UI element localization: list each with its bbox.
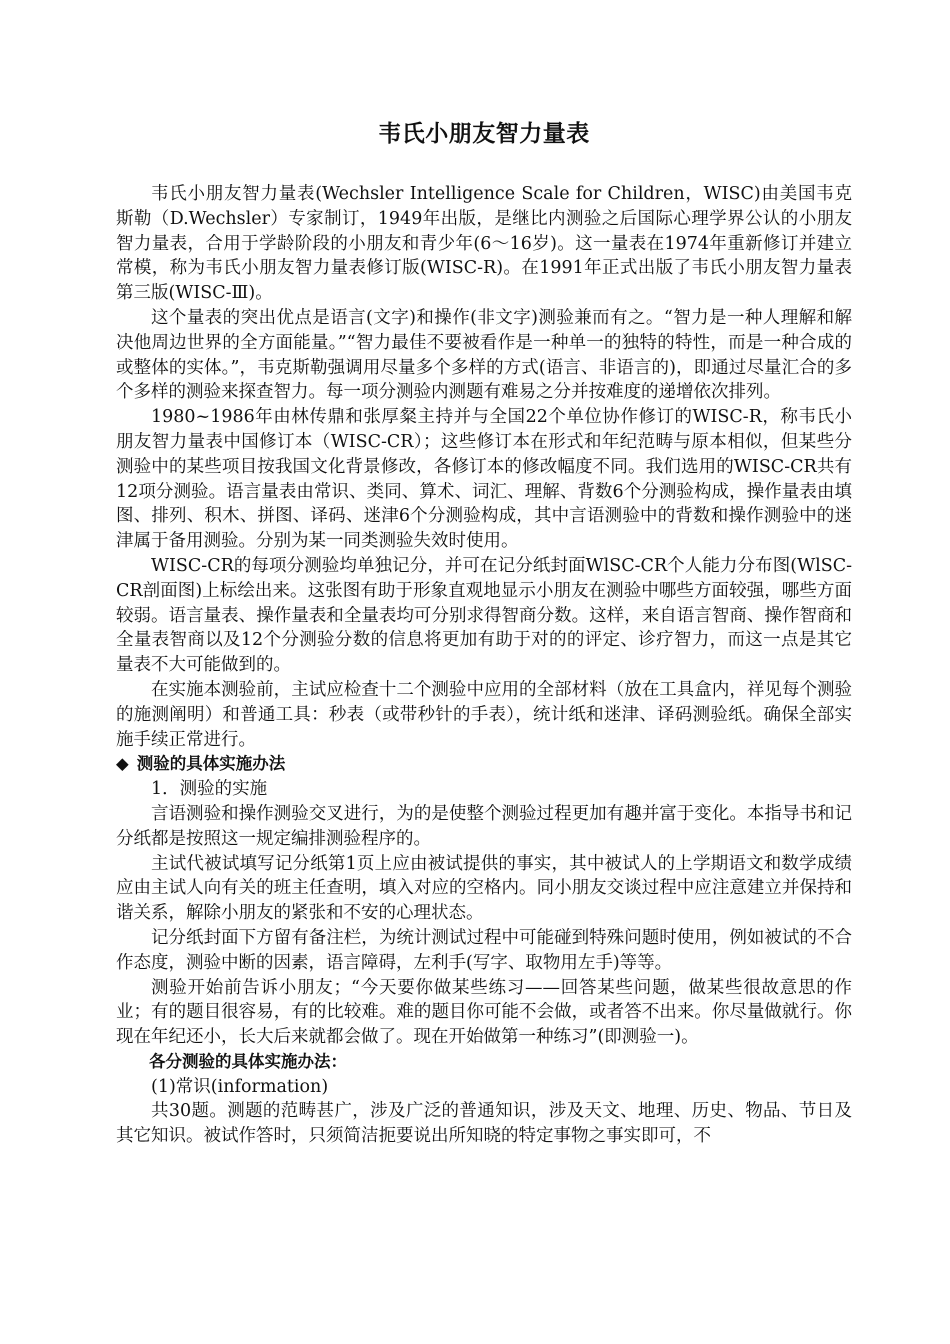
document-page bbox=[116, 118, 852, 1149]
diamond-bullet-icon: ◆ bbox=[116, 754, 129, 774]
information-paragraph: 共30题。测题的范畴甚广，涉及广泛的普通知识，涉及天文、地理、历史、物品、节日及其它知识。被试作答时，只须简洁扼要说出所知晓的特定事物之事实即可，不 bbox=[116, 1101, 852, 1147]
intro-paragraph: 韦氏小朋友智力量表(Wechsler Intelligence Scale for Children，WISC)由美国韦克斯勒（D.Wechsler）专家制订，1949年出版，是继比内测验之后国际心理学界公认的小朋友智力量表，合用于学龄阶段的小朋友和青少年(6～16岁)。这一量表在1974年重新修订并建立常模，称为韦氏小朋友智力量表修订版(WISC-R)。在1991年正式出版了韦氏小朋友智力量表第三版(WISC-Ⅲ)。 bbox=[116, 184, 852, 304]
procedure-paragraph-4: 测验开始前告诉小朋友；“今天要你做某些练习——回答某些问题，做某些很故意思的作业；有的题目很容易，有的比较难。难的题目你可能不会做，或者答不出来。你尽量做就行。你现在年纪还小，长大后来就都会做了。现在开始做第一种练习”(即测验一)。 bbox=[116, 977, 852, 1048]
scoring-paragraph: WISC-CR的每项分测验均单独记分，并可在记分纸封面WlSC-CR个人能力分布图(WlSC-CR剖面图)上标绘出来。这张图有助于形象直观地显示小朋友在测验中哪些方面较强，哪些方面较弱。语言量表、操作量表和全量表均可分别求得智商分数。这样，来自语言智商、操作智商和全量表智商以及12个分测验分数的信息将更加有助于对的的评定、诊疗智力，而这一点是其它量表不大可能做到的。 bbox=[116, 555, 852, 676]
section-heading-text: 测验的具体实施办法 bbox=[136, 754, 286, 774]
subheading-subtests: 各分测验的具体实施办法： bbox=[149, 1051, 347, 1071]
preparation-paragraph: 在实施本测验前，主试应检查十二个测验中应用的全部材料（放在工具盒内，祥见每个测验的施测阐明）和普通工具：秒表（或带秒针的手表），统计纸和迷津、译码测验纸。确保全部实施手续正常进行。 bbox=[116, 679, 852, 750]
advantage-paragraph: 这个量表的突出优点是语言(文字)和操作(非文字)测验兼而有之。“智力是一种人理解和解决他周边世界的全方面能量。”“智力最佳不要被看作是一种单一的独特的特性，而是一种合成的或整体的实体。”，韦克斯勒强调用尽量多个多样的方式(语言、非语言的)，即通过尽量汇合的多个多样的测验来探查智力。每一项分测验内测题有难易之分并按难度的递增依次排列。 bbox=[116, 307, 852, 403]
procedure-paragraph-2: 主试代被试填写记分纸第1页上应由被试提供的事实，其中被试人的上学期语文和数学成绩应由主试人向有关的班主任查明，填入对应的空格内。同小朋友交谈过程中应注意建立并保持和谐关系，解除小朋友的紧张和不安的心理状态。 bbox=[116, 853, 852, 924]
subheading-implementation: 1．测验的实施 bbox=[151, 779, 268, 800]
procedure-paragraph-1: 言语测验和操作测验交叉进行，为的是使整个测验过程更加有趣并富于变化。本指导书和记分纸都是按照这一规定编排测验程序的。 bbox=[116, 803, 852, 849]
procedure-paragraph-3: 记分纸封面下方留有备注栏，为统计测试过程中可能碰到特殊问题时使用，例如被试的不合作态度，测验中断的因素，语言障碍，左利手(写字、取物用左手)等等。 bbox=[116, 927, 852, 973]
page-title: 韦氏小朋友智力量表 bbox=[378, 121, 590, 147]
revision-paragraph: 1980~1986年由林传鼎和张厚粲主持并与全国22个单位协作修订的WISC-R，称韦氏小朋友智力量表中国修订本（WISC-CR）；这些修订本在形式和年纪范畴与原本相似，但某些分测验中的某些项目按我国文化背景修改，各修订本的修改幅度不同。我们选用的WISC-CR共有12项分测验。语言量表由常识、类同、算术、词汇、理解、背数6个分测验构成，操作量表由填图、排列、积木、拼图、译码、迷津6个分测验构成，其中言语测验中的背数和操作测验中的迷津属于备用测验。分别为某一同类测验失效时使用。 bbox=[116, 407, 852, 552]
section-heading bbox=[116, 752, 852, 777]
subheading-information: (1)常识(information) bbox=[151, 1076, 329, 1097]
